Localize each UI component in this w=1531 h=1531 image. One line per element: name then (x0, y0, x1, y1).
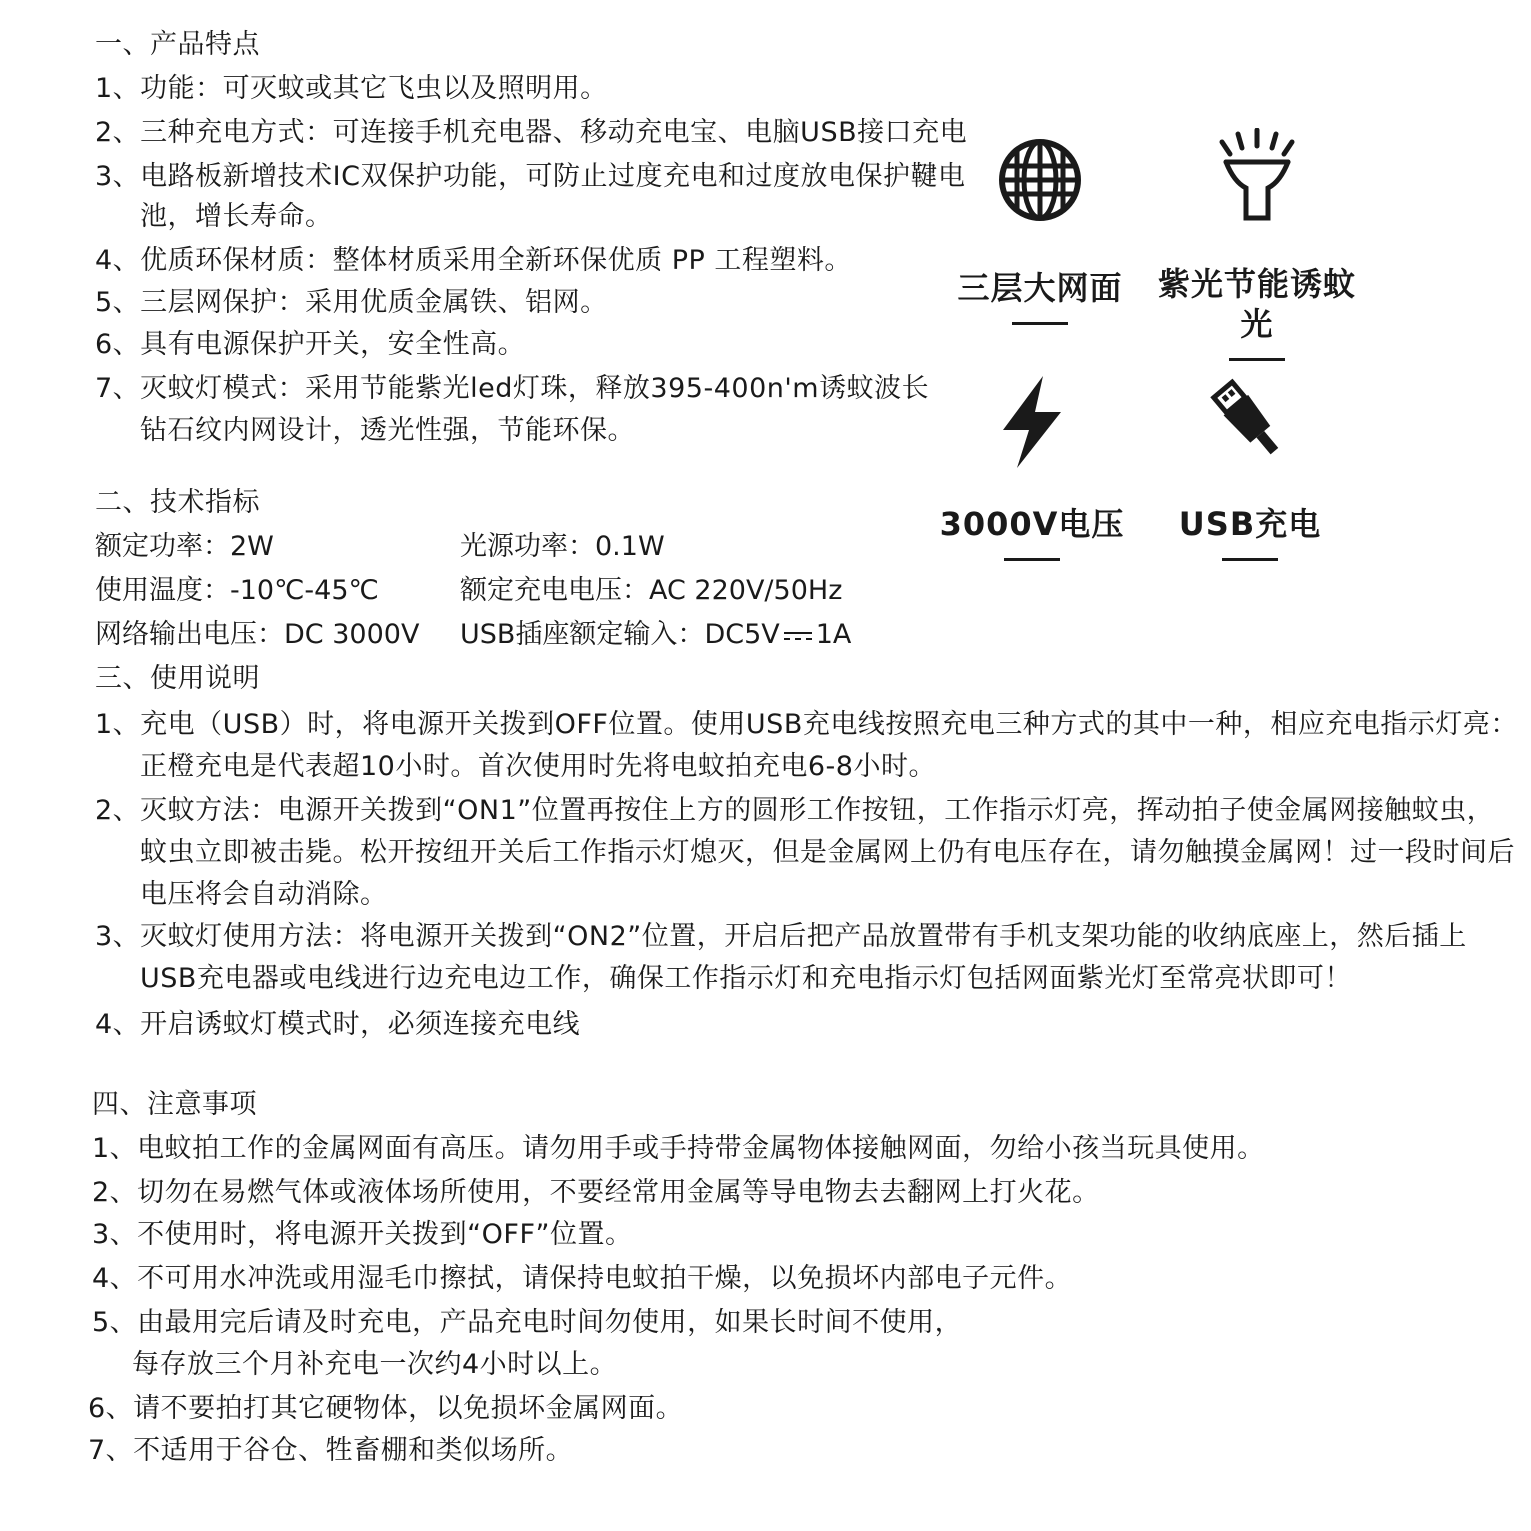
caution-line: 每存放三个月补充电一次约4小时以上。 (132, 1349, 618, 1380)
instruction-line: 正橙充电是代表超10小时。首次使用时先将电蚊拍充电6-8小时。 (140, 751, 936, 782)
spec-label: 光源功率： (460, 531, 595, 562)
spec-value: AC 220V/50Hz (649, 575, 843, 606)
caution-line: 7、不适用于谷仓、牲畜棚和类似场所。 (88, 1435, 574, 1466)
instruction-line: 4、开启诱蚊灯模式时，必须连接充电线 (95, 1009, 581, 1040)
dc-symbol-icon (784, 631, 812, 641)
globe-mesh-icon (995, 132, 1085, 228)
feature-line: 6、具有电源保护开关，安全性高。 (95, 329, 526, 360)
feature-usb (1150, 374, 1350, 561)
instruction-line: 3、灭蚊灯使用方法：将电源开关拨到“ON2”位置，开启后把产品放置带有手机支架功能的收纳底座上，然后插上 (95, 921, 1467, 952)
instruction-line: 2、灭蚊方法：电源开关拨到“ON1”位置再按住上方的圆形工作按钮，工作指示灯亮，挥动拍子使金属网接触蚊虫， (95, 795, 1495, 826)
spec-value-prefix: DC5V (704, 619, 780, 650)
usb-plug-icon (1205, 374, 1295, 470)
divider (1004, 558, 1060, 561)
spec-value: 0.1W (595, 531, 665, 562)
spec-label: 使用温度： (95, 575, 230, 606)
feature-line: 池，增长寿命。 (140, 201, 333, 232)
feature-line: 5、三层网保护：采用优质金属铁、铝网。 (95, 287, 608, 318)
caution-line: 5、由最用完后请及时充电，产品充电时间勿使用，如果长时间不使用， (92, 1307, 963, 1338)
spec-label: 额定充电电压： (460, 575, 649, 606)
caution-line: 1、电蚊拍工作的金属网面有高压。请勿用手或手持带金属物体接触网面，勿给小孩当玩具使用。 (92, 1133, 1265, 1164)
spec-label: 网络输出电压： (95, 619, 284, 650)
instruction-line: 1、充电（USB）时，将电源开关拨到OFF位置。使用USB充电线按照充电三种方式的其中一种，相应充电指示灯亮： (95, 709, 1518, 740)
section-1-heading: 一、产品特点 (95, 29, 260, 60)
feature-label: 3000V电压 (939, 505, 1125, 543)
feature-line: 1、功能：可灭蚊或其它飞虫以及照明用。 (95, 73, 608, 104)
instruction-line: USB充电器或电线进行边充电边工作，确保工作指示灯和充电指示灯包括网面紫光灯至常亮状即可！ (140, 963, 1352, 994)
feature-line: 2、三种充电方式：可连接手机充电器、移动充电宝、电脑USB接口充电 (95, 117, 968, 148)
spec-label: USB插座额定输入： (460, 619, 705, 650)
spec-light-power (460, 530, 665, 564)
spec-temperature (95, 574, 379, 608)
feature-label: 紫光节能诱蚊光 (1157, 265, 1356, 343)
spec-value: DC 3000V (284, 619, 420, 650)
instruction-line: 电压将会自动消除。 (140, 879, 388, 910)
caution-line: 2、切勿在易燃气体或液体场所使用，不要经常用金属等导电物去去翻网上打火花。 (92, 1177, 1100, 1208)
spec-output-voltage (95, 618, 419, 652)
feature-line: 7、灭蚊灯模式：采用节能紫光led灯珠，释放395-400n'm诱蚊波长 (95, 373, 930, 404)
spec-charge-voltage (460, 574, 842, 608)
section-2-heading: 二、技术指标 (95, 487, 260, 518)
section-4-heading: 四、注意事项 (92, 1089, 257, 1120)
feature-voltage (932, 374, 1132, 561)
feature-label: USB充电 (1178, 505, 1322, 543)
feature-uv-light (1157, 128, 1357, 361)
feature-line: 钻石纹内网设计，透光性强，节能环保。 (140, 415, 635, 446)
spec-value-suffix: 1A (815, 619, 852, 650)
lightning-bolt-icon (987, 374, 1077, 470)
spec-label: 额定功率： (95, 531, 230, 562)
feature-label: 三层大网面 (957, 269, 1123, 307)
feature-line: 3、电路板新增技术IC双保护功能，可防止过度充电和过度放电保护鞬电 (95, 161, 966, 192)
caution-line: 3、不使用时，将电源开关拨到“OFF”位置。 (92, 1219, 633, 1250)
feature-line: 4、优质环保材质：整体材质采用全新环保优质 PP 工程塑料。 (95, 245, 852, 276)
divider (1229, 358, 1285, 361)
divider (1012, 322, 1068, 325)
caution-line: 6、请不要拍打其它硬物体，以免损坏金属网面。 (88, 1393, 684, 1424)
feature-mesh (940, 132, 1140, 325)
spec-value: -10℃-45℃ (230, 575, 379, 606)
spec-value: 2W (230, 531, 274, 562)
spec-usb-input (460, 618, 851, 652)
flashlight-icon (1212, 128, 1302, 224)
spec-rated-power (95, 530, 274, 564)
divider (1222, 558, 1278, 561)
caution-line: 4、不可用水冲洗或用湿毛巾擦拭，请保持电蚊拍干燥，以免损坏内部电子元件。 (92, 1263, 1073, 1294)
instruction-line: 蚊虫立即被击毙。松开按纽开关后工作指示灯熄灭，但是金属网上仍有电压存在，请勿触摸金属网！过一段时间后 (140, 837, 1515, 868)
section-3-heading: 三、使用说明 (95, 663, 260, 694)
